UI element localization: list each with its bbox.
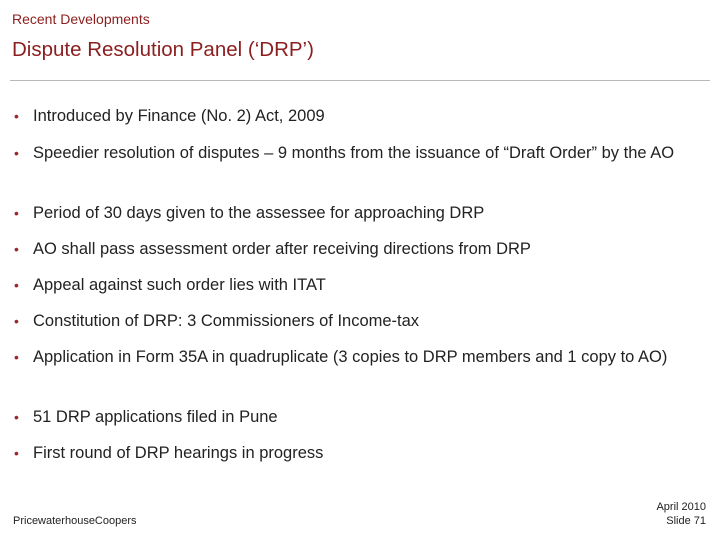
- bullet-item: [14, 203, 694, 224]
- bullet-marker: •: [14, 349, 19, 365]
- bullet-item: [14, 239, 694, 260]
- bullet-item: [14, 407, 694, 428]
- bullet-marker: •: [14, 108, 19, 124]
- slide-title: Dispute Resolution Panel (‘DRP’): [12, 38, 314, 61]
- bullet-item: [14, 106, 694, 127]
- bullet-text: Appeal against such order lies with ITAT: [33, 276, 326, 294]
- bullet-marker: •: [14, 409, 19, 425]
- bullet-marker: •: [14, 445, 19, 461]
- bullet-text: First round of DRP hearings in progress: [33, 444, 324, 462]
- bullet-text: AO shall pass assessment order after receiving directions from DRP: [33, 240, 531, 258]
- bullet-marker: •: [14, 241, 19, 257]
- bullet-text: 51 DRP applications filed in Pune: [33, 408, 278, 426]
- bullet-text: Application in Form 35A in quadruplicate (3 copies to DRP members and 1 copy to AO): [33, 348, 668, 366]
- bullet-text: Period of 30 days given to the assessee for approaching DRP: [33, 204, 485, 222]
- bullet-item: [14, 347, 694, 368]
- footer-slide-number: Slide 71: [666, 515, 706, 527]
- bullet-text: Speedier resolution of disputes – 9 months from the issuance of “Draft Order” by the AO: [33, 144, 675, 162]
- footer-meta: [656, 500, 706, 528]
- bullet-item: [14, 143, 694, 164]
- bullet-item: [14, 443, 694, 464]
- footer-date: April 2010: [656, 501, 706, 513]
- bullet-item: [14, 275, 694, 296]
- section-label: Recent Developments: [12, 11, 150, 27]
- bullet-marker: •: [14, 205, 19, 221]
- bullet-marker: •: [14, 277, 19, 293]
- bullet-item: [14, 311, 694, 332]
- footer-brand: PricewaterhouseCoopers: [13, 515, 137, 527]
- bullet-marker: •: [14, 145, 19, 161]
- bullet-marker: •: [14, 313, 19, 329]
- bullet-text: Introduced by Finance (No. 2) Act, 2009: [33, 107, 325, 125]
- bullet-text: Constitution of DRP: 3 Commissioners of Income-tax: [33, 312, 420, 330]
